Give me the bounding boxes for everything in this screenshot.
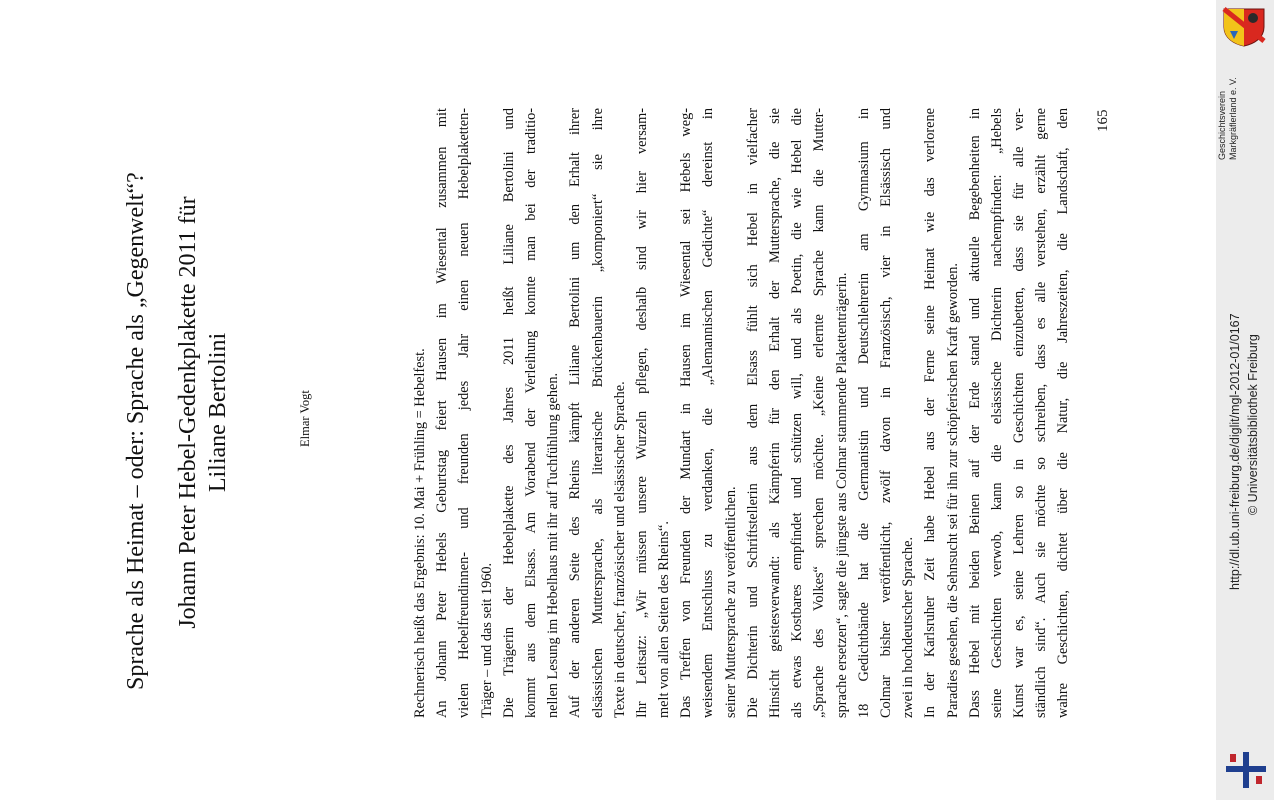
body-line: seine Geschichten verwob, kann die elsässische Dichterin nachempfinden: „Hebels xyxy=(988,108,1005,718)
society-line-1: Geschichtsverein xyxy=(1217,90,1227,160)
body-line: Ihr Leitsatz: „Wir müssen unsere Wurzeln pflegen, deshalb sind wir hier versam- xyxy=(633,108,650,718)
body-line: als etwas Kostbares empfindet und schützen will, und als Poetin, die wie Hebel die xyxy=(789,108,806,718)
body-line: Die Dichterin und Schriftstellerin aus dem Elsass fühlt sich Hebel in vielfacher xyxy=(744,108,761,718)
body-line: melt von allen Seiten des Rheins“. xyxy=(656,521,673,718)
subtitle-line-1: Johann Peter Hebel-Gedenkplakette 2011 für xyxy=(175,196,201,629)
page-number: 165 xyxy=(1095,109,1111,132)
source-url-link[interactable]: http://dl.ub.uni-freiburg.de/diglit/mgl-2012-01/0167 xyxy=(1228,313,1242,590)
body-line: zwei in hochdeutscher Sprache. xyxy=(900,536,917,718)
body-line: Colmar bisher veröffentlicht, zwölf davon in Französisch, vier in Elsässisch und xyxy=(877,108,894,718)
body-line: 18 Gedichtbände hat die Germanistin und Deutschlehrerin am Gymnasium in xyxy=(855,108,872,718)
body-line: In der Karlsruher Zeit habe Hebel aus der Ferne seine Heimat wie das verlorene xyxy=(922,108,939,718)
subtitle-line-2: Liliane Bertolini xyxy=(205,332,231,493)
body-line: Dass Hebel mit beiden Beinen auf der Erde stand und aktuelle Begebenheiten in xyxy=(966,108,983,718)
body-line: „Sprache des Volkes“ sprechen möchte. „Keine erlernte Sprache kann die Mutter- xyxy=(811,108,828,718)
coat-of-arms-icon xyxy=(1222,7,1266,47)
body-line: wahre Geschichten, dichtet über die Natur, die Jahreszeiten, die Landschaft, den xyxy=(1055,108,1072,718)
body-line: sprache ersetzen“, sagte die jüngste aus Colmar stammende Plakettenträgerin. xyxy=(833,272,850,718)
ub-freiburg-logo-icon xyxy=(1224,748,1268,790)
society-name xyxy=(1217,77,1239,160)
body-line: Das Treffen von Freunden der Mundart in Hausen im Wiesental sei Hebels weg- xyxy=(678,108,695,718)
body-line: vielen Hebelfreundinnen- und freunden jedes Jahr einen neuen Hebelplaketten- xyxy=(456,108,473,718)
copyright-text: © Universitätsbibliothek Freiburg xyxy=(1246,334,1260,515)
body-line: ständlich sind“. Auch sie möchte so schreiben, dass es alle verstehen, erzählt gerne xyxy=(1033,108,1050,718)
body-line: Träger – und das seit 1960. xyxy=(478,562,495,718)
body-line: Paradies gesehen, die Sehnsucht sei für ihn zur schöpferischen Kraft geworden. xyxy=(944,263,961,718)
page-subtitle xyxy=(173,165,233,660)
body-line: weisendem Entschluss zu verdanken, die „Alemannischen Gedichte“ dereinst in xyxy=(700,108,717,718)
body-line: Rechnerisch heißt das Ergebnis: 10. Mai + Frühling = Hebelfest. xyxy=(412,348,428,718)
body-line: Kunst war es, seine Lehren so in Geschichten einzubetten, dass sie für alle ver- xyxy=(1011,108,1028,718)
body-line: Hinsicht geistesverwandt: als Kämpferin für den Erhalt der Muttersprache, die sie xyxy=(767,108,783,718)
author-name: Elmar Vogt xyxy=(298,390,312,447)
body-line: An Johann Peter Hebels Geburtstag feiert Hausen im Wiesental zusammen mit xyxy=(434,108,451,718)
body-line: Texte in deutscher, französischer und elsässischer Sprache. xyxy=(611,381,628,718)
body-line: Die Trägerin der Hebelplakette des Jahres 2011 heißt Liliane Bertolini und xyxy=(500,108,517,718)
body-line: kommt aus dem Elsass. Am Vorabend der Verleihung konnte man bei der traditio- xyxy=(522,108,539,718)
body-text xyxy=(409,108,1075,718)
society-line-2: Markgräflerland e. V. xyxy=(1228,77,1238,160)
body-line: Auf der anderen Seite des Rheins kämpft Liliane Bertolini um den Erhalt ihrer xyxy=(567,108,584,718)
body-line: seiner Muttersprache zu veröffentlichen. xyxy=(722,486,739,718)
body-line: nellen Lesung im Hebelhaus mit ihr auf Tuchfühlung gehen. xyxy=(545,372,562,718)
viewer-sidebar xyxy=(1216,0,1274,800)
body-line: elsässischen Muttersprache, als literarische Brückenbauerin „komponiert“ sie ihre xyxy=(589,108,606,718)
page-title: Sprache als Heimat – oder: Sprache als „Gegenwelt“? xyxy=(123,172,149,690)
